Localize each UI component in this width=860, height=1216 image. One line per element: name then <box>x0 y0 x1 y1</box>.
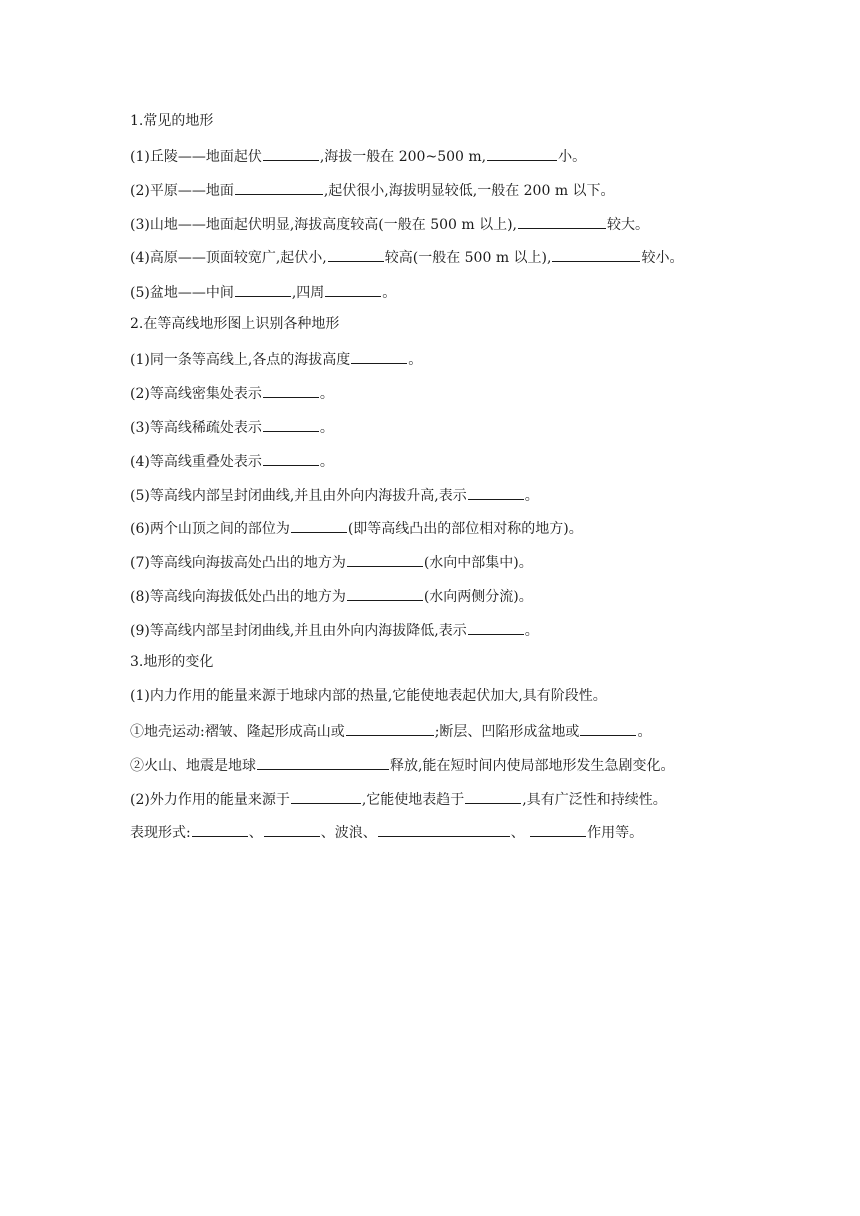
fill-blank[interactable] <box>263 145 319 161</box>
item-text: 、 <box>510 825 530 841</box>
fill-blank[interactable] <box>580 720 636 736</box>
section-3-heading <box>130 652 213 672</box>
fill-blank[interactable] <box>346 720 434 736</box>
fill-blank[interactable] <box>328 246 384 262</box>
fill-blank[interactable] <box>465 788 521 804</box>
fill-blank[interactable] <box>263 450 319 466</box>
fill-blank[interactable] <box>351 348 407 364</box>
item-text: 。 <box>319 386 334 402</box>
fill-blank[interactable] <box>235 281 291 297</box>
fill-blank[interactable] <box>263 416 319 432</box>
item-text: (1)内力作用的能量来源于地球内部的热量,它能使地表起伏加大,具有阶段性。 <box>130 688 607 704</box>
item-text: (6)两个山顶之间的部位为 <box>130 521 290 537</box>
item-text: 。 <box>524 623 539 639</box>
section-3-item-3 <box>130 754 674 776</box>
section-2-heading <box>130 314 339 334</box>
section-1-item-1 <box>130 145 586 167</box>
fill-blank[interactable] <box>347 551 423 567</box>
section-1-item-5 <box>130 281 396 303</box>
item-text: (3)山地——地面起伏明显,海拔高度较高(一般在 500 m 以上), <box>130 217 518 233</box>
item-text: (7)等高线向海拔高处凸出的地方为 <box>130 555 346 571</box>
item-text: 表现形式: <box>130 825 191 841</box>
item-text: 。 <box>524 488 539 504</box>
section-title: 1.常见的地形 <box>130 113 214 129</box>
section-2-item-9 <box>130 619 539 641</box>
fill-blank[interactable] <box>235 179 323 195</box>
item-text: (5)等高线内部呈封闭曲线,并且由外向内海拔升高,表示 <box>130 488 467 504</box>
item-text: (水向两侧分流)。 <box>423 589 533 605</box>
section-2-item-4 <box>130 450 334 472</box>
item-text: ,起伏很小,海拔明显较低,一般在 200 m 以下。 <box>323 183 615 199</box>
section-2-item-5 <box>130 484 539 506</box>
item-text: ,海拔一般在 200~500 m, <box>319 149 487 165</box>
section-2-item-1 <box>130 348 422 370</box>
item-text: (5)盆地——中间 <box>130 285 234 301</box>
item-text: (4)等高线重叠处表示 <box>130 454 262 470</box>
item-text: (4)高原——顶面较宽广,起伏小, <box>130 250 327 266</box>
fill-blank[interactable] <box>291 517 347 533</box>
fill-blank[interactable] <box>487 145 557 161</box>
section-3-item-4 <box>130 788 667 810</box>
item-text: 。 <box>637 724 652 740</box>
fill-blank[interactable] <box>257 754 389 770</box>
section-1-item-4 <box>130 246 683 268</box>
item-text: ①地壳运动:褶皱、隆起形成高山或 <box>130 724 345 740</box>
section-2-item-2 <box>130 382 334 404</box>
section-1-heading <box>130 111 213 131</box>
section-2-item-6 <box>130 517 583 539</box>
section-2-item-8 <box>130 585 533 607</box>
item-text: 较大。 <box>607 217 650 233</box>
item-text: (2)平原——地面 <box>130 183 234 199</box>
item-text: 、 <box>248 825 263 841</box>
section-3-item-5 <box>130 821 643 843</box>
item-text: ,四周 <box>291 285 325 301</box>
item-text: 较小。 <box>641 250 684 266</box>
item-text: 较高(一般在 500 m 以上), <box>384 250 552 266</box>
item-text: 释放,能在短时间内使局部地形发生急剧变化。 <box>390 758 675 774</box>
item-text: ,它能使地表趋于 <box>361 792 465 808</box>
item-text: (2)外力作用的能量来源于 <box>130 792 290 808</box>
section-3-item-1 <box>130 686 607 706</box>
fill-blank[interactable] <box>291 788 361 804</box>
fill-blank[interactable] <box>530 821 586 837</box>
fill-blank[interactable] <box>192 821 248 837</box>
item-text: (8)等高线向海拔低处凸出的地方为 <box>130 589 346 605</box>
item-text: 。 <box>382 285 397 301</box>
fill-blank[interactable] <box>263 382 319 398</box>
item-text: 小。 <box>558 149 587 165</box>
item-text: (2)等高线密集处表示 <box>130 386 262 402</box>
fill-blank[interactable] <box>325 281 381 297</box>
section-2-item-7 <box>130 551 533 573</box>
section-title: 2.在等高线地形图上识别各种地形 <box>130 316 340 332</box>
section-3-item-2 <box>130 720 651 742</box>
item-text: (3)等高线稀疏处表示 <box>130 420 262 436</box>
item-text: 。 <box>319 454 334 470</box>
item-text: ②火山、地震是地球 <box>130 758 256 774</box>
item-text: (水向中部集中)。 <box>423 555 533 571</box>
item-text: (1)同一条等高线上,各点的海拔高度 <box>130 352 351 368</box>
item-text: 。 <box>319 420 334 436</box>
fill-blank[interactable] <box>347 585 423 601</box>
item-text: 、波浪、 <box>320 825 377 841</box>
section-title: 3.地形的变化 <box>130 654 214 670</box>
fill-blank[interactable] <box>468 484 524 500</box>
item-text: (即等高线凸出的部位相对称的地方)。 <box>347 521 583 537</box>
item-text: (9)等高线内部呈封闭曲线,并且由外向内海拔降低,表示 <box>130 623 467 639</box>
item-text: 。 <box>408 352 423 368</box>
section-1-item-2 <box>130 179 615 201</box>
fill-blank[interactable] <box>378 821 510 837</box>
fill-blank[interactable] <box>264 821 320 837</box>
item-text: ;断层、凹陷形成盆地或 <box>434 724 580 740</box>
section-1-item-3 <box>130 213 649 235</box>
item-text: ,具有广泛性和持续性。 <box>522 792 667 808</box>
section-2-item-3 <box>130 416 334 438</box>
item-text: (1)丘陵——地面起伏 <box>130 149 262 165</box>
fill-blank[interactable] <box>518 213 606 229</box>
item-text: 作用等。 <box>587 825 644 841</box>
fill-blank[interactable] <box>552 246 640 262</box>
fill-blank[interactable] <box>468 619 524 635</box>
